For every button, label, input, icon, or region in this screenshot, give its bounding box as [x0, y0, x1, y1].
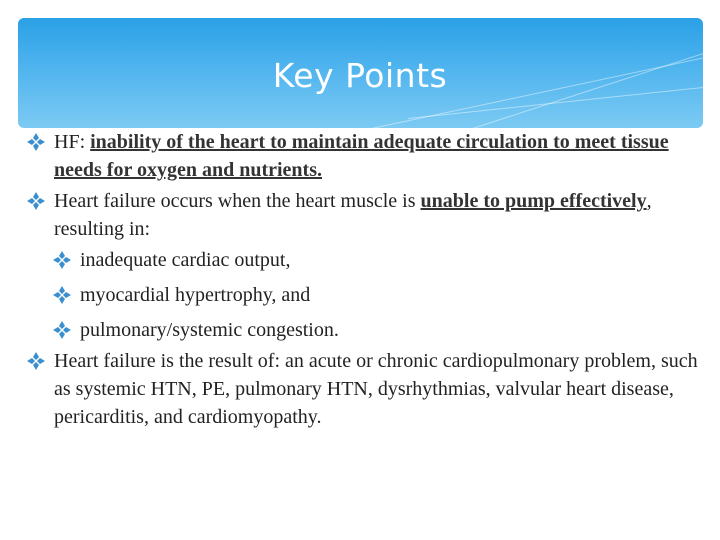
- bullet-item: [32, 281, 704, 309]
- diamond-bullet-icon: [26, 351, 46, 371]
- diamond-bullet-icon: [26, 191, 46, 211]
- bullet-item: [32, 347, 704, 431]
- bullet-text: pulmonary/systemic congestion.: [80, 319, 339, 341]
- bullet-list: [32, 128, 704, 431]
- slide-title: Key Points: [272, 56, 448, 95]
- diamond-bullet-icon: [52, 285, 72, 305]
- diamond-bullet-icon: [52, 320, 72, 340]
- bullet-item: [32, 316, 704, 344]
- bullet-text: inadequate cardiac output,: [80, 249, 291, 271]
- bullet-text: Heart failure occurs when the heart muscle is: [54, 190, 421, 212]
- bullet-text: Heart failure is the result of: an acute or chronic cardiopulmonary problem, such as systemic HTN, PE, pulmonary HTN, dysrhythmias, valvular heart disease, pericarditis, and cardiomyopathy.: [54, 350, 698, 428]
- diamond-bullet-icon: [52, 250, 72, 270]
- emphasized-text: inability of the heart to maintain adequate circulation to meet tissue needs for oxygen and nutrients.: [54, 131, 669, 181]
- bullet-item: [32, 128, 704, 184]
- bullet-text: HF:: [54, 131, 91, 153]
- bullet-item: [32, 246, 704, 274]
- emphasized-text: unable to pump effectively: [420, 190, 647, 212]
- diamond-bullet-icon: [26, 132, 46, 152]
- bullet-item: [32, 187, 704, 243]
- bullet-text: , resulting in:: [54, 190, 652, 240]
- bullet-text: myocardial hypertrophy, and: [80, 284, 311, 306]
